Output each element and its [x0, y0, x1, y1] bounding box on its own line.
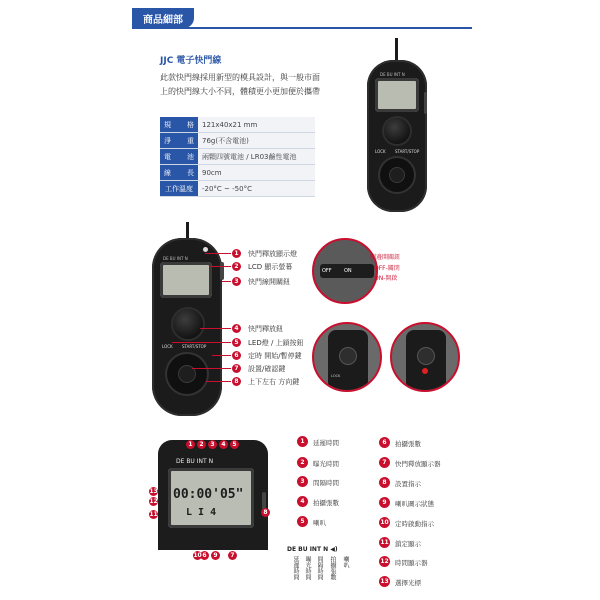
callout-number: 1	[232, 249, 241, 258]
callout-label: 上下左右 方向鍵	[248, 378, 300, 386]
spec-row: 淨 重 76g(不含電池)	[160, 133, 315, 149]
lcd-number: 4	[219, 440, 228, 449]
callout-label: 定時 開始/暫停鍵	[248, 352, 302, 360]
lcd-number: 6	[200, 551, 209, 560]
spec-row: 電 池 兩顆四號電池 / LR03鹼性電池	[160, 149, 315, 165]
lcd-number: 7	[228, 551, 237, 560]
description-line-2: 上的快門線大小不同，體積更小更加便於攜帶	[160, 87, 320, 96]
callout-number: 2	[232, 262, 241, 271]
callout-label: 快門線開關鈕	[248, 278, 290, 286]
callout-label: 快門釋放顯示燈	[248, 250, 297, 258]
lcd-number: 3	[208, 440, 217, 449]
callout-number: 3	[232, 277, 241, 286]
callout-number: 5	[232, 338, 241, 347]
spec-row: 工作溫度 -20°C ~ -50°C	[160, 181, 315, 197]
lcd-number: 12	[149, 498, 158, 505]
power-off-label: OFF-關閉	[374, 265, 400, 272]
lcd-number: 1	[186, 440, 195, 449]
description-line-1: 此款快門線採用新型的模具設計，與一般市面	[160, 73, 320, 82]
led-inset	[390, 322, 460, 392]
lcd-number: 5	[230, 440, 239, 449]
callout-number: 4	[232, 324, 241, 333]
callout-number: 8	[232, 377, 241, 386]
power-on-label: ON-開啟	[374, 275, 398, 282]
callout-label: 設置/確認鍵	[248, 365, 286, 373]
callout-label: LED燈 / 上鎖按鈕	[248, 339, 304, 347]
lcd-number: 9	[211, 551, 220, 560]
header-divider	[132, 27, 472, 29]
power-inset-title: 側邊開關鈕	[370, 254, 401, 261]
power-switch-inset: OFF ON	[312, 238, 378, 304]
spec-row: 規 格 121x40x21 mm	[160, 117, 315, 133]
lcd-number: 13	[149, 488, 158, 495]
lcd-number: 11	[149, 511, 158, 518]
callout-label: 快門釋放鈕	[248, 325, 283, 333]
lock-button-inset: LOCK	[312, 322, 382, 392]
section-tab: 商品細部	[132, 8, 194, 28]
callout-number: 7	[232, 364, 241, 373]
callout-label: LCD 顯示螢幕	[248, 263, 293, 271]
callout-number: 6	[232, 351, 241, 360]
spec-row: 線 長 90cm	[160, 165, 315, 181]
lcd-number: 8	[261, 508, 270, 517]
lcd-number: 2	[197, 440, 206, 449]
lcd-number: 10	[193, 552, 202, 559]
spec-table	[160, 117, 315, 197]
product-title: JJC 電子快門線	[160, 56, 222, 66]
